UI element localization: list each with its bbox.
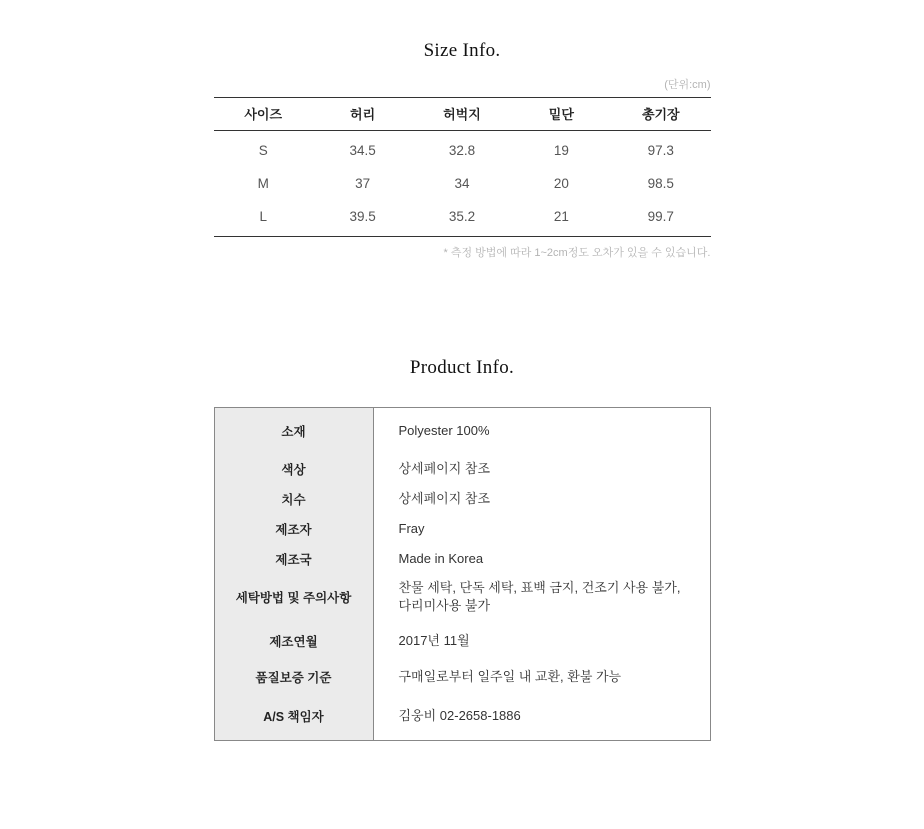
product-info-section (214, 357, 711, 741)
product-label-manufacturer: 제조자 (215, 514, 374, 544)
size-col-header-thigh: 허벅지 (412, 98, 511, 131)
care-line-2: 다리미사용 불가 (398, 598, 491, 613)
product-label-country: 제조국 (215, 544, 374, 574)
size-footnote: * 측정 방법에 따라 1~2cm정도 오차가 있을 수 있습니다. (443, 247, 711, 259)
size-table-header-row (214, 98, 711, 131)
size-col-header-hem: 밑단 (512, 98, 611, 131)
size-cell: 98.5 (647, 176, 674, 191)
size-table (214, 97, 711, 237)
product-value-care (374, 574, 710, 620)
size-cell: 35.2 (412, 200, 511, 237)
size-cell: L (214, 200, 313, 237)
size-cell: 99.7 (611, 200, 710, 237)
size-row-l (214, 200, 711, 237)
care-line-1: 찬물 세탁, 단독 세탁, 표백 금지, 건조기 사용 불가, (398, 580, 681, 596)
product-label-as-contact: A/S 책임자 (215, 692, 374, 740)
product-info-table (214, 407, 711, 741)
product-label-measurements: 치수 (215, 484, 374, 514)
size-cell: 34 (454, 176, 470, 191)
size-cell: 97.3 (647, 143, 674, 158)
page-content (214, 0, 711, 741)
product-label-date: 제조연월 (215, 620, 374, 662)
size-info-title: Size Info. (423, 40, 501, 61)
size-row-m (214, 167, 711, 200)
size-cell: 20 (553, 176, 569, 191)
size-cell: 19 (553, 143, 569, 158)
product-label-warranty: 품질보증 기준 (215, 662, 374, 692)
unit-note: (단위:cm) (664, 79, 711, 91)
product-info-title: Product Info. (409, 357, 515, 378)
product-value-color: 상세페이지 참조 (398, 461, 491, 477)
size-col-header-length: 총기장 (611, 98, 710, 131)
product-value-measurements: 상세페이지 참조 (398, 491, 491, 507)
product-label-material: 소재 (215, 408, 374, 454)
size-row-s (214, 131, 711, 168)
size-cell: 34.5 (349, 143, 376, 158)
size-cell: 32.8 (448, 143, 476, 158)
size-cell: M (257, 176, 269, 191)
product-value-as-contact: 김웅비 02-2658-1886 (398, 708, 521, 724)
size-col-header-size: 사이즈 (214, 98, 313, 131)
product-value-manufacturer: Fray (398, 521, 425, 537)
size-cell: 39.5 (313, 200, 412, 237)
size-cell: S (258, 143, 268, 158)
size-cell: 21 (512, 200, 611, 237)
product-label-care: 세탁방법 및 주의사항 (215, 574, 374, 620)
size-col-header-waist: 허리 (313, 98, 412, 131)
product-value-date: 2017년 11월 (398, 633, 470, 649)
product-value-country: Made in Korea (398, 551, 484, 567)
product-value-material: Polyester 100% (398, 423, 490, 439)
product-value-warranty: 구매일로부터 일주일 내 교환, 환불 가능 (398, 669, 622, 685)
size-cell: 37 (355, 176, 371, 191)
size-info-section (214, 40, 711, 260)
product-label-color: 색상 (215, 454, 374, 484)
